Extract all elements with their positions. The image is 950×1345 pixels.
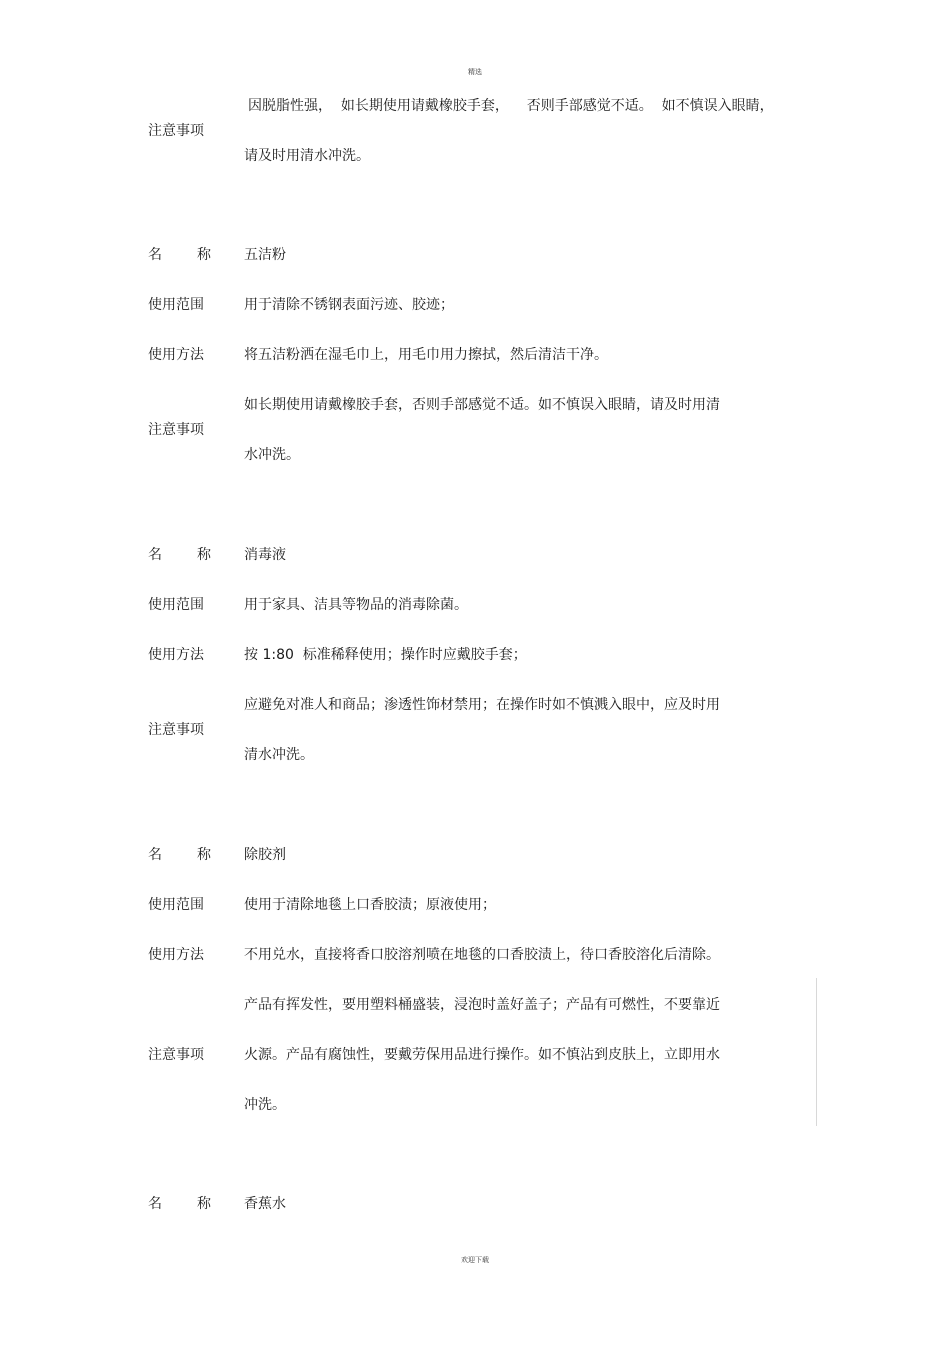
method-value: 不用兑水，直接将香口胶溶剂喷在地毯的口香胶渍上，待口香胶溶化后清除。 xyxy=(244,947,720,963)
name-label-char: 名 xyxy=(148,847,162,863)
scope-value: 用于家具、洁具等物品的消毒除菌。 xyxy=(244,597,468,613)
notes-line: 请及时用清水冲洗。 xyxy=(244,148,370,164)
product-name: 消毒液 xyxy=(244,547,286,563)
footer-watermark: 欢迎下载 xyxy=(461,1256,489,1264)
scope-label: 使用范围 xyxy=(148,597,204,613)
header-watermark: 精选 xyxy=(468,68,482,76)
notes-line: 应避免对准人和商品；渗透性饰材禁用；在操作时如不慎溅入眼中，应及时用 xyxy=(244,697,720,713)
scope-label: 使用范围 xyxy=(148,297,204,313)
notes-line: 水冲洗。 xyxy=(244,447,300,463)
notes-label: 注意事项 xyxy=(148,722,204,738)
notes-label: 注意事项 xyxy=(148,1047,204,1063)
product-name: 五洁粉 xyxy=(244,247,286,263)
name-label-char: 名 xyxy=(148,247,162,263)
scope-value: 用于清除不锈钢表面污迹、胶迹； xyxy=(244,297,454,313)
name-label-char: 名 xyxy=(148,1196,162,1212)
method-value: 按 1:80 标准稀释使用；操作时应戴胶手套； xyxy=(244,647,527,663)
notes-label: 注意事项 xyxy=(148,422,204,438)
product-name: 除胶剂 xyxy=(244,847,286,863)
notes-label: 注意事项 xyxy=(148,123,204,139)
method-label: 使用方法 xyxy=(148,347,204,363)
name-label-char: 称 xyxy=(197,547,211,563)
name-label-char: 称 xyxy=(197,1196,211,1212)
notes-line: 冲洗。 xyxy=(244,1097,286,1113)
method-label: 使用方法 xyxy=(148,947,204,963)
name-label-char: 称 xyxy=(197,847,211,863)
margin-rule xyxy=(816,978,817,1126)
scope-value: 使用于清除地毯上口香胶渍；原液使用； xyxy=(244,897,496,913)
notes-line: 如长期使用请戴橡胶手套，否则手部感觉不适。如不慎误入眼睛，请及时用清 xyxy=(244,397,720,413)
method-value: 将五洁粉洒在湿毛巾上，用毛巾用力擦拭，然后清洁干净。 xyxy=(244,347,608,363)
name-label-char: 称 xyxy=(197,247,211,263)
notes-line: 产品有挥发性，要用塑料桶盛装，浸泡时盖好盖子；产品有可燃性，不要靠近 xyxy=(244,997,720,1013)
notes-line: 火源。产品有腐蚀性，要戴劳保用品进行操作。如不慎沾到皮肤上，立即用水 xyxy=(244,1047,720,1063)
scope-label: 使用范围 xyxy=(148,897,204,913)
product-name: 香蕉水 xyxy=(244,1196,286,1212)
notes-line: 因脱脂性强， 如长期使用请戴橡胶手套， 否则手部感觉不适。 如不慎误入眼睛， xyxy=(248,98,774,114)
notes-line: 清水冲洗。 xyxy=(244,747,314,763)
method-label: 使用方法 xyxy=(148,647,204,663)
name-label-char: 名 xyxy=(148,547,162,563)
